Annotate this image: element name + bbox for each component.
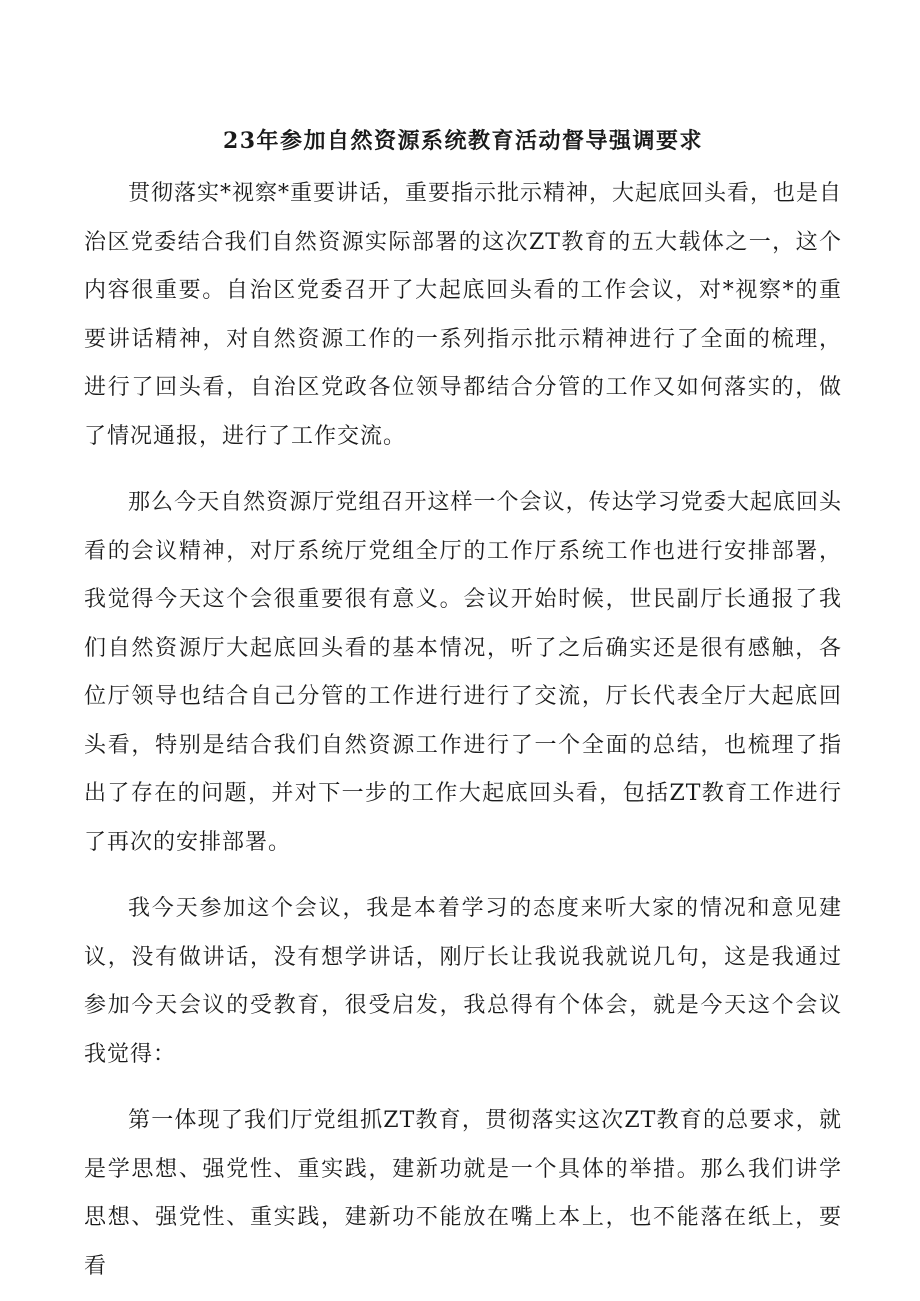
paragraph-4: 第一体现了我们厅党组抓ZT教育，贯彻落实这次ZT教育的总要求，就是学思想、强党性、重实践，建新功就是一个具体的举措。那么我们讲学思想、强党性、重实践，建新功不能放在嘴上本上，也不能落在纸上，要看 [84, 1108, 842, 1279]
paragraph-1: 贯彻落实*视察*重要讲话，重要指示批示精神，大起底回头看，也是自治区党委结合我们自然资源实际部署的这次ZT教育的五大载体之一，这个内容很重要。自治区党委召开了大起底回头看的工作会议，对*视察*的重要讲话精神，对自然资源工作的一系列指示批示精神进行了全面的梳理，进行了回头看，自治区党政各位领导都结合分管的工作又如何落实的，做了情况通报，进行了工作交流。 [84, 181, 843, 449]
document-title: 23年参加自然资源系统教育活动督导强调要求 [222, 128, 704, 154]
paragraph-3: 我今天参加这个会议，我是本着学习的态度来听大家的情况和意见建议，没有做讲话，没有想学讲话，刚厅长让我说我就说几句，这是我通过参加今天会议的受教育，很受启发，我总得有个体会，就是今天这个会议我觉得： [84, 896, 842, 1067]
paragraph-2: 那么今天自然资源厅党组召开这样一个会议，传达学习党委大起底回头看的会议精神，对厅系统厅党组全厅的工作厅系统工作也进行安排部署，我觉得今天这个会很重要很有意义。会议开始时候，世民副厅长通报了我们自然资源厅大起底回头看的基本情况，听了之后确实还是很有感触，各位厅领导也结合自己分管的工作进行进行了交流，厅长代表全厅大起底回头看，特别是结合我们自然资源工作进行了一个全面的总结，也梳理了指出了存在的问题，并对下一步的工作大起底回头看，包括ZT教育工作进行了再次的安排部署。 [84, 490, 842, 855]
